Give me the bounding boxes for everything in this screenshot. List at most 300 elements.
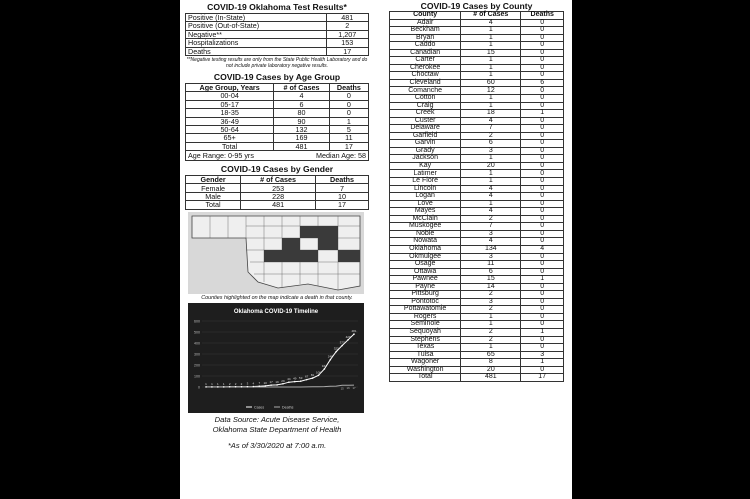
table-cell: 0 — [521, 306, 564, 314]
table-cell: 3 — [461, 253, 521, 261]
table-cell: Le Flore — [390, 178, 461, 186]
table-row — [390, 155, 564, 163]
test-value: 481 — [326, 14, 368, 22]
death-data-label: 16 — [346, 385, 350, 390]
table-cell: Male — [186, 192, 241, 200]
table-cell: Garfield — [390, 132, 461, 140]
table-cell: 3 — [521, 351, 564, 359]
table-cell: 80 — [274, 109, 329, 117]
table-cell: Love — [390, 200, 461, 208]
table-cell: 253 — [241, 184, 316, 192]
table-cell: 1 — [329, 117, 368, 125]
table-cell: 12 — [461, 87, 521, 95]
table-cell: 0 — [521, 238, 564, 246]
table-cell: 6 — [521, 79, 564, 87]
cases-point — [318, 374, 320, 376]
case-data-label: 1 — [217, 381, 219, 386]
death-data-label: 17 — [352, 385, 356, 390]
timeline-chart — [188, 303, 364, 413]
table-cell: 1 — [521, 110, 564, 118]
table-cell: 0 — [521, 117, 564, 125]
table-cell: 228 — [241, 192, 316, 200]
table-cell: Payne — [390, 283, 461, 291]
table-cell: Okmulgee — [390, 253, 461, 261]
table-cell: 481 — [461, 374, 521, 382]
cases-point — [335, 350, 337, 352]
legend-cases-label: Cases — [254, 404, 265, 409]
table-cell: 1 — [461, 344, 521, 352]
age-group-table — [185, 83, 369, 151]
table-cell: Pittsburg — [390, 291, 461, 299]
column-header: Deaths — [329, 83, 368, 91]
table-cell: 0 — [329, 109, 368, 117]
table-cell: 0 — [521, 72, 564, 80]
cases-point — [347, 339, 349, 341]
table-row — [186, 39, 369, 47]
table-cell: 0 — [521, 34, 564, 42]
case-data-label: 19 — [275, 379, 279, 384]
case-data-label: 10 — [263, 380, 267, 385]
table-cell: 18-35 — [186, 109, 274, 117]
table-cell: 7 — [461, 223, 521, 231]
test-label: Deaths — [186, 47, 327, 55]
y-tick-label: 600 — [194, 319, 200, 324]
table-cell: 11 — [329, 134, 368, 142]
table-cell: Osage — [390, 261, 461, 269]
table-cell: 0 — [521, 193, 564, 201]
table-cell: 1 — [461, 170, 521, 178]
table-cell: 0 — [521, 49, 564, 57]
column-header: Age Group, Years — [186, 83, 274, 91]
table-cell: Seminole — [390, 321, 461, 329]
y-tick-label: 0 — [198, 385, 200, 390]
negative-note: **Negative testing results are only from the State Public Health Laboratory and do not include private laboratory negative results. — [186, 56, 368, 69]
table-cell: 132 — [274, 125, 329, 133]
table-cell: Craig — [390, 102, 461, 110]
table-cell: Garvin — [390, 140, 461, 148]
cases-point — [247, 386, 249, 388]
table-cell: Caddo — [390, 42, 461, 50]
column-header: County — [390, 12, 461, 20]
table-row — [390, 344, 564, 352]
table-cell: Ottawa — [390, 268, 461, 276]
table-cell: Bryan — [390, 34, 461, 42]
table-cell: Muskogee — [390, 223, 461, 231]
test-value: 2 — [326, 22, 368, 30]
table-cell: Adair — [390, 19, 461, 27]
table-cell: 0 — [521, 42, 564, 50]
table-cell: Nowata — [390, 238, 461, 246]
table-cell: 36-49 — [186, 117, 274, 125]
case-data-label: 2 — [234, 381, 237, 386]
table-cell: Total — [186, 201, 241, 209]
table-cell: 3 — [461, 230, 521, 238]
gender-title: COVID-19 Cases by Gender — [220, 164, 334, 175]
map-caption: Counties highlighted on the map indicate a death in that county. — [201, 294, 353, 301]
table-row — [186, 109, 369, 117]
cases-point — [217, 386, 219, 388]
table-cell: 0 — [521, 132, 564, 140]
y-tick-label: 400 — [194, 341, 200, 346]
table-cell: 0 — [521, 162, 564, 170]
table-cell: 18 — [461, 110, 521, 118]
table-cell: 0 — [329, 92, 368, 100]
table-row — [186, 117, 369, 125]
table-cell: Noble — [390, 230, 461, 238]
table-cell: 1 — [461, 95, 521, 103]
y-tick-label: 500 — [194, 330, 200, 335]
table-cell: 1 — [461, 313, 521, 321]
table-cell: 0 — [521, 366, 564, 374]
y-tick-label: 100 — [194, 374, 200, 379]
table-cell: 1 — [521, 276, 564, 284]
cases-point — [270, 384, 272, 386]
case-data-label: 7 — [258, 380, 261, 385]
table-cell: 0 — [521, 298, 564, 306]
death-data-label: 15 — [340, 385, 344, 390]
table-cell: 0 — [521, 321, 564, 329]
y-tick-label: 200 — [194, 363, 200, 368]
table-row — [186, 134, 369, 142]
case-data-label: 1 — [222, 381, 225, 386]
cases-point — [324, 368, 326, 370]
case-data-label: 44 — [287, 376, 291, 381]
table-cell: 6 — [461, 268, 521, 276]
cases-point — [258, 385, 260, 387]
test-results-table — [185, 13, 369, 56]
table-cell: Beckham — [390, 27, 461, 35]
cases-point — [253, 385, 255, 387]
table-row — [390, 261, 564, 269]
table-cell: 7 — [316, 184, 369, 192]
data-source — [185, 415, 369, 435]
table-cell: 4 — [461, 193, 521, 201]
table-cell: Pottawatomie — [390, 306, 461, 314]
data-source-line-2: Oklahoma State Department of Health — [212, 424, 342, 434]
table-cell: 05-17 — [186, 100, 274, 108]
cases-point — [241, 386, 243, 388]
test-label: Negative** — [186, 30, 327, 38]
column-header: Gender — [186, 176, 241, 184]
y-tick-label: 300 — [194, 352, 200, 357]
table-cell: 0 — [521, 200, 564, 208]
table-cell: 15 — [461, 49, 521, 57]
cases-point — [229, 386, 231, 388]
table-cell: Grady — [390, 147, 461, 155]
table-row — [186, 47, 369, 55]
table-cell: 1 — [461, 102, 521, 110]
table-cell: 11 — [461, 261, 521, 269]
table-cell: 1 — [461, 72, 521, 80]
cases-point — [341, 344, 343, 346]
table-cell: 0 — [521, 185, 564, 193]
table-cell: 2 — [461, 132, 521, 140]
table-cell: Total — [390, 374, 461, 382]
gender-table — [185, 175, 369, 210]
table-cell: 0 — [521, 87, 564, 95]
table-cell: 3 — [461, 147, 521, 155]
table-cell: Jackson — [390, 155, 461, 163]
table-cell: 1 — [461, 57, 521, 65]
legend-deaths-label: Deaths — [282, 404, 294, 409]
cases-point — [300, 380, 302, 382]
table-cell: 2 — [461, 215, 521, 223]
table-cell: 0 — [521, 253, 564, 261]
table-cell: 1 — [461, 155, 521, 163]
oklahoma-county-map — [188, 212, 364, 294]
cases-point — [330, 359, 332, 361]
table-cell: Tulsa — [390, 351, 461, 359]
table-cell: 0 — [521, 57, 564, 65]
table-cell: 0 — [521, 155, 564, 163]
table-cell: 4 — [521, 245, 564, 253]
table-row — [390, 27, 564, 35]
table-cell: 0 — [521, 291, 564, 299]
case-data-label: 1 — [205, 381, 207, 386]
case-data-label: 17 — [269, 379, 273, 384]
table-row — [186, 142, 369, 150]
table-cell: 60 — [461, 79, 521, 87]
case-data-label: 29 — [281, 378, 285, 383]
cases-point — [306, 378, 308, 380]
table-cell: 17 — [521, 374, 564, 382]
table-cell: 2 — [461, 328, 521, 336]
column-header: # of Cases — [461, 12, 521, 20]
table-cell: 0 — [521, 208, 564, 216]
age-summary — [185, 151, 369, 161]
column-header: Deaths — [521, 12, 564, 20]
table-row — [390, 178, 564, 186]
test-label: Positive (In-State) — [186, 14, 327, 22]
table-cell: 0 — [521, 336, 564, 344]
table-cell: 134 — [461, 245, 521, 253]
table-cell: 0 — [521, 95, 564, 103]
case-data-label: 49 — [293, 376, 297, 381]
table-cell: 20 — [461, 366, 521, 374]
table-cell: 17 — [329, 142, 368, 150]
table-cell: 0 — [521, 268, 564, 276]
table-row — [390, 328, 564, 336]
table-cell: Texas — [390, 344, 461, 352]
cases-point — [205, 386, 207, 388]
table-cell: 65 — [461, 351, 521, 359]
table-row — [390, 245, 564, 253]
table-cell: 481 — [241, 201, 316, 209]
case-data-label: 164 — [321, 363, 327, 368]
table-cell: Oklahoma — [390, 245, 461, 253]
table-cell: 10 — [316, 192, 369, 200]
as-of-note: *As of 3/30/2020 at 7:00 a.m. — [227, 440, 327, 450]
case-data-label: 67 — [304, 374, 309, 379]
county-table — [389, 11, 564, 382]
left-column — [185, 2, 369, 450]
right-column — [389, 2, 564, 382]
table-cell: Stephens — [390, 336, 461, 344]
table-cell: 0 — [521, 64, 564, 72]
chart-background — [188, 303, 364, 413]
table-cell: 0 — [521, 19, 564, 27]
table-cell: Female — [186, 184, 241, 192]
table-cell: 0 — [329, 100, 368, 108]
cases-point — [288, 381, 290, 383]
table-cell: Creek — [390, 110, 461, 118]
table-cell: Canadian — [390, 49, 461, 57]
table-cell: 169 — [274, 134, 329, 142]
table-cell: 0 — [521, 215, 564, 223]
table-cell: 0 — [521, 261, 564, 269]
table-cell: Logan — [390, 193, 461, 201]
table-cell: 481 — [274, 142, 329, 150]
table-cell: 90 — [274, 117, 329, 125]
column-header: # of Cases — [241, 176, 316, 184]
table-cell: 0 — [521, 313, 564, 321]
table-cell: Cotton — [390, 95, 461, 103]
cases-point — [353, 333, 355, 335]
table-cell: 4 — [461, 19, 521, 27]
age-group-title: COVID-19 Cases by Age Group — [213, 71, 341, 82]
cases-point — [276, 384, 278, 386]
table-row — [186, 201, 369, 209]
table-cell: Latimer — [390, 170, 461, 178]
median-age: Median Age: 58 — [316, 151, 366, 161]
table-cell: 0 — [521, 102, 564, 110]
table-cell: 0 — [521, 230, 564, 238]
table-row — [186, 125, 369, 133]
table-cell: 1 — [461, 64, 521, 72]
table-cell: 0 — [521, 125, 564, 133]
table-cell: 2 — [461, 291, 521, 299]
table-cell: Choctaw — [390, 72, 461, 80]
chart-title: Oklahoma COVID-19 Timeline — [233, 308, 319, 315]
cases-point — [282, 383, 284, 385]
table-cell: McClain — [390, 215, 461, 223]
case-data-label: 377 — [339, 340, 345, 345]
table-cell: 4 — [274, 92, 329, 100]
table-cell: Delaware — [390, 125, 461, 133]
table-cell: Rogers — [390, 313, 461, 321]
table-cell: 4 — [461, 238, 521, 246]
table-row — [390, 79, 564, 87]
cases-point — [312, 377, 314, 379]
table-cell: 7 — [461, 125, 521, 133]
table-cell: Lincoln — [390, 185, 461, 193]
table-cell: 0 — [521, 27, 564, 35]
table-cell: 1 — [461, 178, 521, 186]
cases-point — [294, 380, 296, 382]
table-cell: 4 — [461, 208, 521, 216]
county-title: COVID-19 Cases by County — [420, 1, 533, 11]
table-cell: 0 — [521, 344, 564, 352]
table-cell: 0 — [521, 170, 564, 178]
table-row — [390, 162, 564, 170]
test-value: 17 — [326, 47, 368, 55]
case-data-label: 1 — [211, 381, 213, 386]
table-cell: 1 — [461, 321, 521, 329]
table-row — [390, 193, 564, 201]
table-cell: 3 — [461, 298, 521, 306]
table-cell: 1 — [521, 328, 564, 336]
case-data-label: 4 — [252, 381, 255, 386]
table-cell: 00-04 — [186, 92, 274, 100]
table-cell: 0 — [521, 178, 564, 186]
table-cell: 0 — [521, 223, 564, 231]
table-cell: Total — [186, 142, 274, 150]
table-row — [390, 95, 564, 103]
table-cell: Pawnee — [390, 276, 461, 284]
table-cell: 1 — [461, 27, 521, 35]
table-row — [186, 100, 369, 108]
cases-point — [211, 386, 213, 388]
table-cell: 1 — [521, 359, 564, 367]
table-cell: 5 — [329, 125, 368, 133]
column-header: Deaths — [316, 176, 369, 184]
table-cell: 6 — [274, 100, 329, 108]
table-cell: 8 — [461, 359, 521, 367]
test-label: Hospitalizations — [186, 39, 327, 47]
case-data-label: 322 — [333, 346, 339, 351]
table-cell: Carter — [390, 57, 461, 65]
table-cell: Mayes — [390, 208, 461, 216]
case-data-label: 248 — [327, 354, 333, 359]
table-cell: Custer — [390, 117, 461, 125]
table-cell: 0 — [521, 283, 564, 291]
case-data-label: 81 — [310, 372, 315, 377]
column-header: # of Cases — [274, 83, 329, 91]
table-cell: Comanche — [390, 87, 461, 95]
table-cell: 50-64 — [186, 125, 274, 133]
table-cell: 2 — [461, 306, 521, 314]
table-cell: 0 — [521, 147, 564, 155]
test-results-title: COVID-19 Oklahoma Test Results* — [207, 2, 347, 12]
table-cell: 17 — [316, 201, 369, 209]
table-cell: 20 — [461, 162, 521, 170]
table-row — [390, 374, 564, 382]
table-cell: 4 — [461, 185, 521, 193]
test-value: 1,207 — [326, 30, 368, 38]
table-row — [186, 92, 369, 100]
table-cell: Cherokee — [390, 64, 461, 72]
cases-point — [223, 386, 225, 388]
table-cell: 1 — [461, 42, 521, 50]
table-cell: Washington — [390, 366, 461, 374]
case-data-label: 481 — [351, 328, 357, 333]
table-cell: 65+ — [186, 134, 274, 142]
table-cell: Cleveland — [390, 79, 461, 87]
table-cell: 1 — [461, 34, 521, 42]
case-data-label: 106 — [315, 369, 321, 374]
table-cell: Kay — [390, 162, 461, 170]
table-cell: Wagoner — [390, 359, 461, 367]
cases-point — [235, 386, 237, 388]
cases-point — [264, 385, 266, 387]
table-cell: 6 — [461, 140, 521, 148]
table-cell: 1 — [461, 200, 521, 208]
table-cell: Pontotoc — [390, 298, 461, 306]
table-cell: Sequoyah — [390, 328, 461, 336]
table-cell: 2 — [461, 336, 521, 344]
case-data-label: 53 — [299, 375, 303, 380]
table-cell: 4 — [461, 117, 521, 125]
case-data-label: 3 — [246, 381, 249, 386]
data-source-line-1: Data Source: Acute Disease Service, — [214, 414, 340, 424]
age-range: Age Range: 0-95 yrs — [188, 151, 254, 161]
table-cell: 15 — [461, 276, 521, 284]
table-cell: 14 — [461, 283, 521, 291]
case-data-label: 429 — [345, 334, 351, 339]
case-data-label: 2 — [228, 381, 231, 386]
test-label: Positive (Out-of-State) — [186, 22, 327, 30]
case-data-label: 2 — [240, 381, 243, 386]
